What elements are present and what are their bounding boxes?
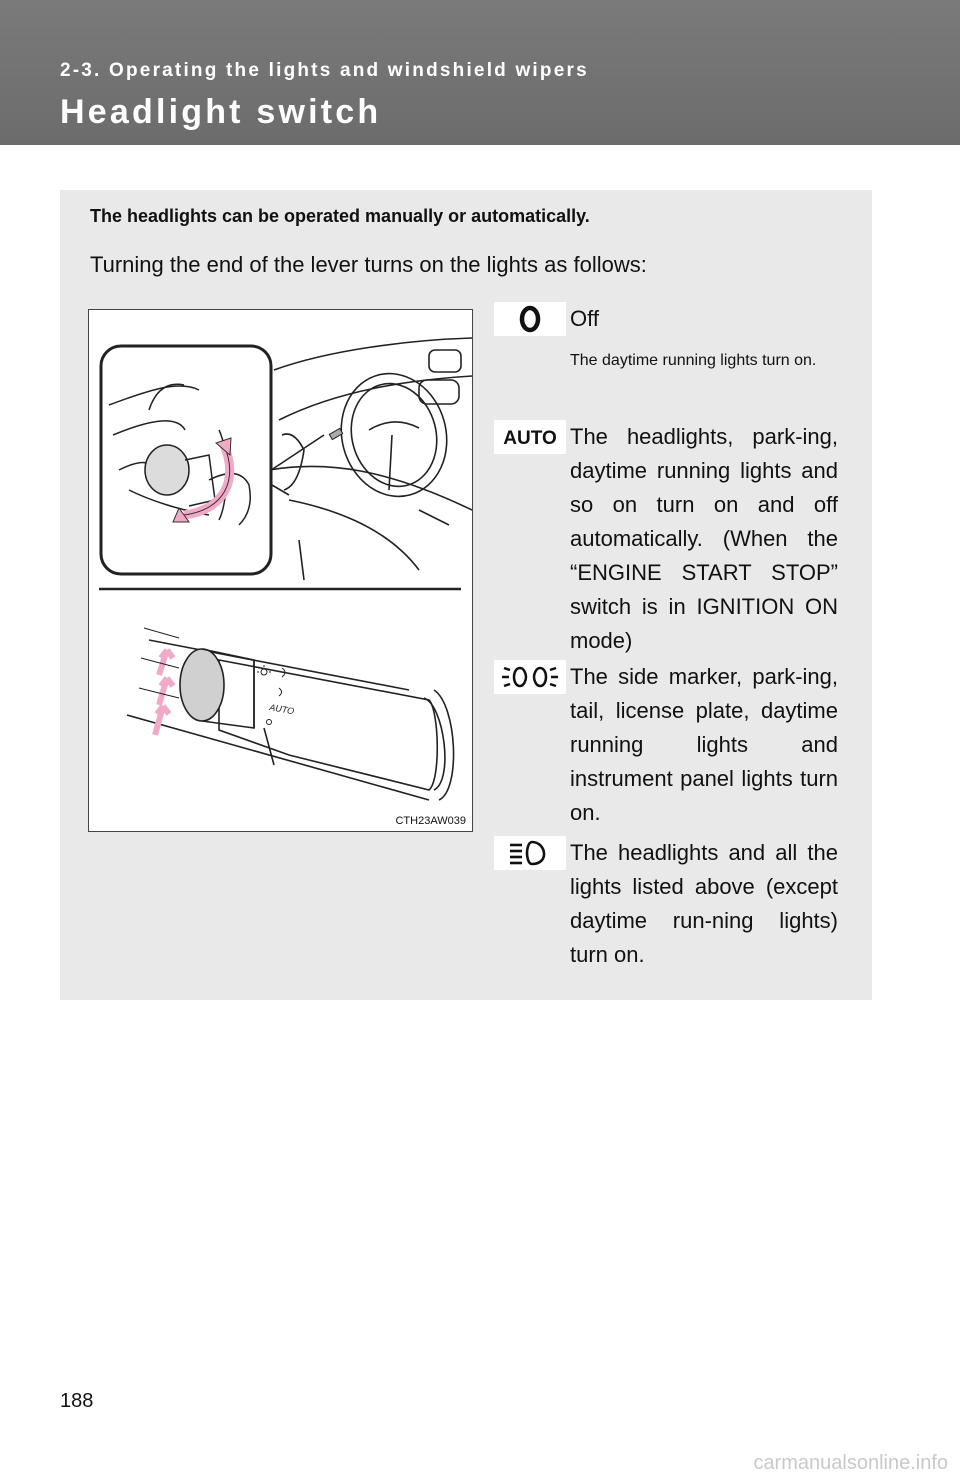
page-number: 188 — [60, 1390, 94, 1412]
headlight-icon — [494, 836, 566, 870]
side-marker-lights-icon — [494, 660, 566, 694]
lever-illustration — [88, 309, 473, 832]
auto-icon-text: AUTO — [503, 428, 557, 449]
mode-headlight-icon-box — [494, 836, 566, 870]
mode-auto-description: The headlights, park-ing, daytime running lights and so on turn on and off automatically. (When the “ENGINE START STOP” switch is in IGNITION ON mode) — [570, 424, 838, 653]
mode-headlight-description: The headlights and all the lights listed above (except daytime run-ning lights) turn on. — [570, 840, 838, 967]
lever-illustration-drawing — [89, 310, 472, 831]
mode-auto-icon-box — [494, 420, 566, 454]
figure-code: CTH23AW039 — [395, 815, 466, 827]
mode-side-marker-icon-box — [494, 660, 566, 694]
mode-off-label: Off — [570, 306, 599, 331]
mode-off-note: The daytime running lights turn on. — [570, 352, 817, 369]
auto-icon — [494, 420, 566, 454]
off-icon — [494, 302, 566, 336]
lever-auto-label: AUTO — [268, 702, 295, 717]
intro-text: Turning the end of the lever turns on the lights as follows: — [90, 252, 647, 277]
watermark: carmanualsonline.info — [753, 1452, 948, 1474]
mode-off-icon-box — [494, 302, 566, 336]
mode-side-marker-description: The side marker, park-ing, tail, license plate, daytime running lights and instrument panel lights turn on. — [570, 664, 838, 825]
section-title: 2-3. Operating the lights and windshield wipers — [60, 60, 589, 81]
lever-sketch — [127, 640, 454, 800]
intro-bold-text: The headlights can be operated manually or automatically. — [90, 206, 590, 226]
page-title: Headlight switch — [60, 93, 382, 131]
